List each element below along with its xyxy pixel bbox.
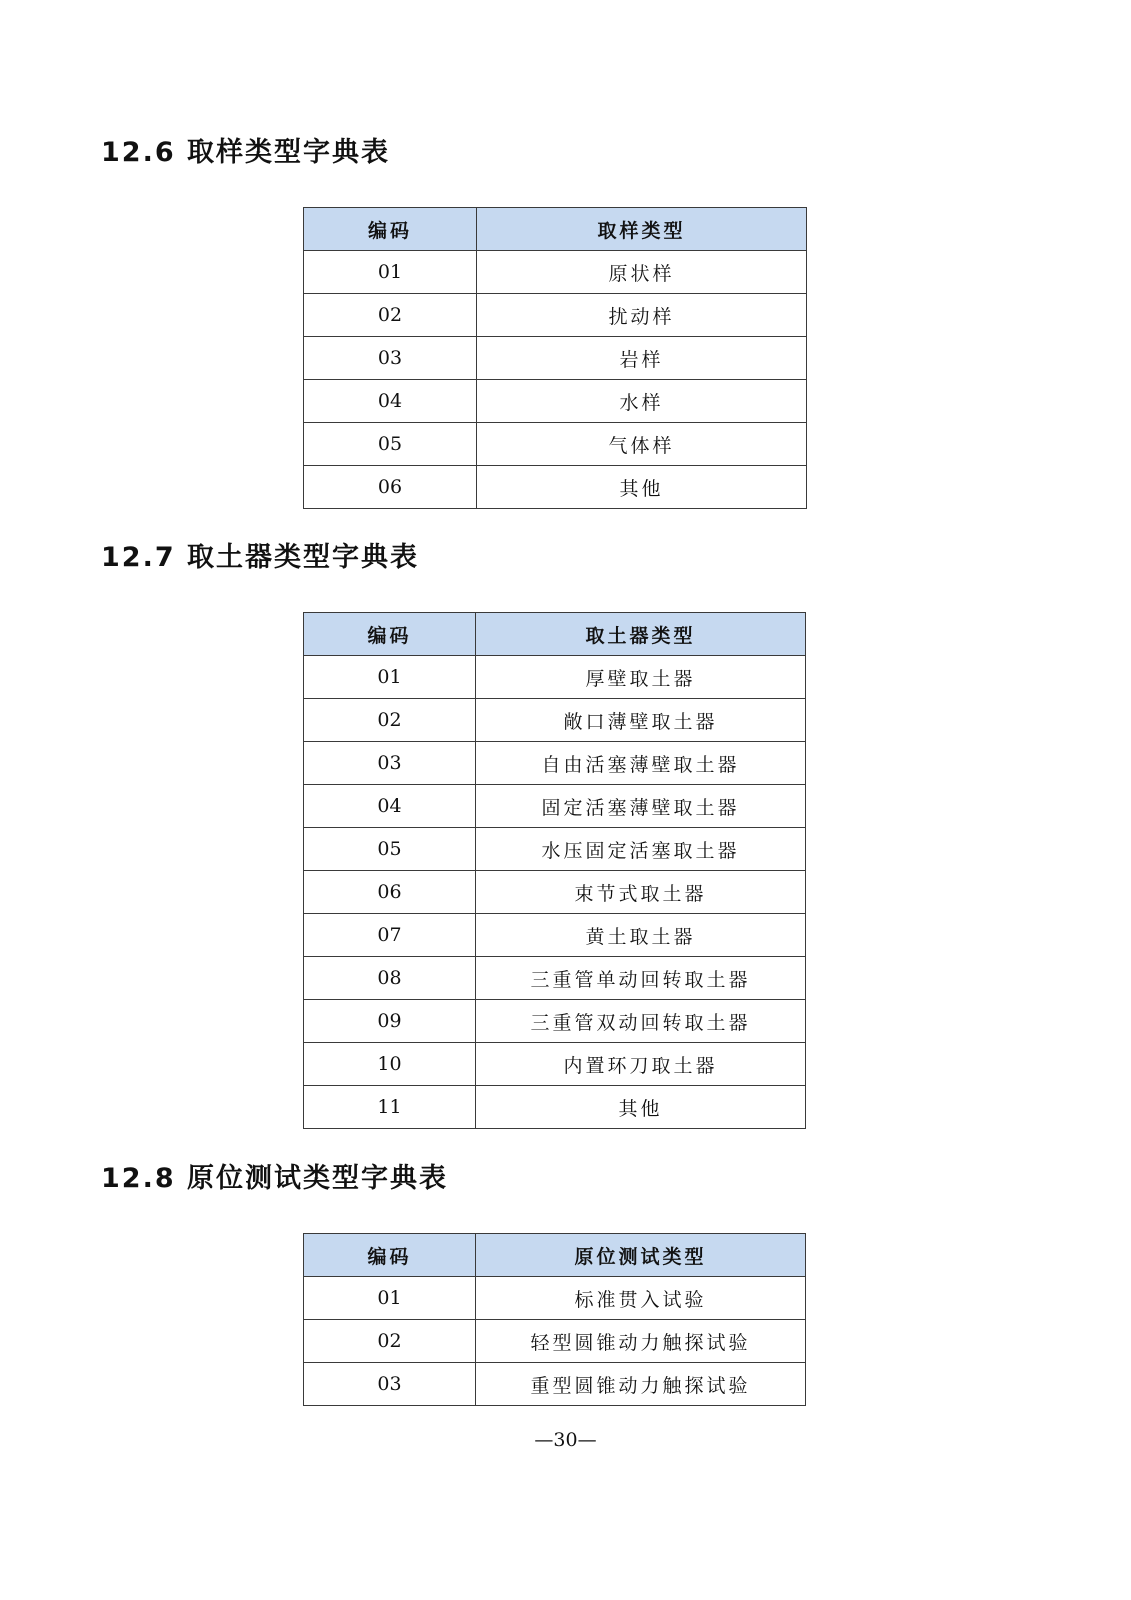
type-cell: 轻型圆锥动力触探试验 <box>476 1320 806 1363</box>
column-header-code: 编码 <box>304 613 476 656</box>
type-cell: 扰动样 <box>477 294 807 337</box>
type-cell: 其他 <box>477 466 807 509</box>
table-row <box>304 466 807 509</box>
section-title-sampler-type: 12.7 取土器类型字典表 <box>101 542 420 573</box>
table-row <box>304 337 807 380</box>
type-cell: 原状样 <box>477 251 807 294</box>
table-row <box>304 423 807 466</box>
code-cell: 02 <box>304 294 477 337</box>
code-cell: 10 <box>304 1043 476 1086</box>
code-cell: 08 <box>304 957 476 1000</box>
table-row <box>304 1000 806 1043</box>
code-cell: 05 <box>304 828 476 871</box>
type-cell: 其他 <box>476 1086 806 1129</box>
table-row <box>304 656 806 699</box>
type-cell: 重型圆锥动力触探试验 <box>476 1363 806 1406</box>
code-cell: 03 <box>304 1363 476 1406</box>
table-row <box>304 1043 806 1086</box>
table-row <box>304 785 806 828</box>
code-cell: 05 <box>304 423 477 466</box>
type-cell: 标准贯入试验 <box>476 1277 806 1320</box>
table-row <box>304 828 806 871</box>
type-cell: 束节式取土器 <box>476 871 806 914</box>
type-cell: 内置环刀取土器 <box>476 1043 806 1086</box>
table-header-row <box>304 1234 806 1277</box>
code-cell: 06 <box>304 466 477 509</box>
table-row <box>304 1277 806 1320</box>
code-cell: 01 <box>304 251 477 294</box>
sampler-type-table <box>303 612 806 1129</box>
in-situ-test-type-table <box>303 1233 806 1406</box>
table-row <box>304 957 806 1000</box>
type-cell: 固定活塞薄壁取土器 <box>476 785 806 828</box>
type-cell: 水样 <box>477 380 807 423</box>
type-cell: 水压固定活塞取土器 <box>476 828 806 871</box>
table-row <box>304 914 806 957</box>
code-cell: 04 <box>304 785 476 828</box>
column-header-code: 编码 <box>304 1234 476 1277</box>
table-row <box>304 1320 806 1363</box>
type-cell: 敞口薄壁取土器 <box>476 699 806 742</box>
code-cell: 04 <box>304 380 477 423</box>
sample-type-table <box>303 207 807 509</box>
table-header-row <box>304 613 806 656</box>
section-title-sample-type: 12.6 取样类型字典表 <box>101 137 391 168</box>
table-header-row <box>304 208 807 251</box>
code-cell: 03 <box>304 337 477 380</box>
code-cell: 07 <box>304 914 476 957</box>
table-row <box>304 380 807 423</box>
type-cell: 岩样 <box>477 337 807 380</box>
code-cell: 03 <box>304 742 476 785</box>
table-row <box>304 742 806 785</box>
table-row <box>304 294 807 337</box>
code-cell: 11 <box>304 1086 476 1129</box>
type-cell: 三重管单动回转取土器 <box>476 957 806 1000</box>
type-cell: 黄土取土器 <box>476 914 806 957</box>
table-row <box>304 1086 806 1129</box>
code-cell: 01 <box>304 656 476 699</box>
page-number: —30— <box>534 1429 597 1451</box>
type-cell: 三重管双动回转取土器 <box>476 1000 806 1043</box>
column-header-type: 取土器类型 <box>476 613 806 656</box>
table-row <box>304 1363 806 1406</box>
code-cell: 02 <box>304 1320 476 1363</box>
table-row <box>304 251 807 294</box>
code-cell: 02 <box>304 699 476 742</box>
type-cell: 自由活塞薄壁取土器 <box>476 742 806 785</box>
section-title-in-situ-test-type: 12.8 原位测试类型字典表 <box>101 1163 449 1194</box>
code-cell: 01 <box>304 1277 476 1320</box>
code-cell: 06 <box>304 871 476 914</box>
table-row <box>304 699 806 742</box>
column-header-type: 取样类型 <box>477 208 807 251</box>
table-row <box>304 871 806 914</box>
type-cell: 气体样 <box>477 423 807 466</box>
type-cell: 厚壁取土器 <box>476 656 806 699</box>
column-header-type: 原位测试类型 <box>476 1234 806 1277</box>
code-cell: 09 <box>304 1000 476 1043</box>
column-header-code: 编码 <box>304 208 477 251</box>
